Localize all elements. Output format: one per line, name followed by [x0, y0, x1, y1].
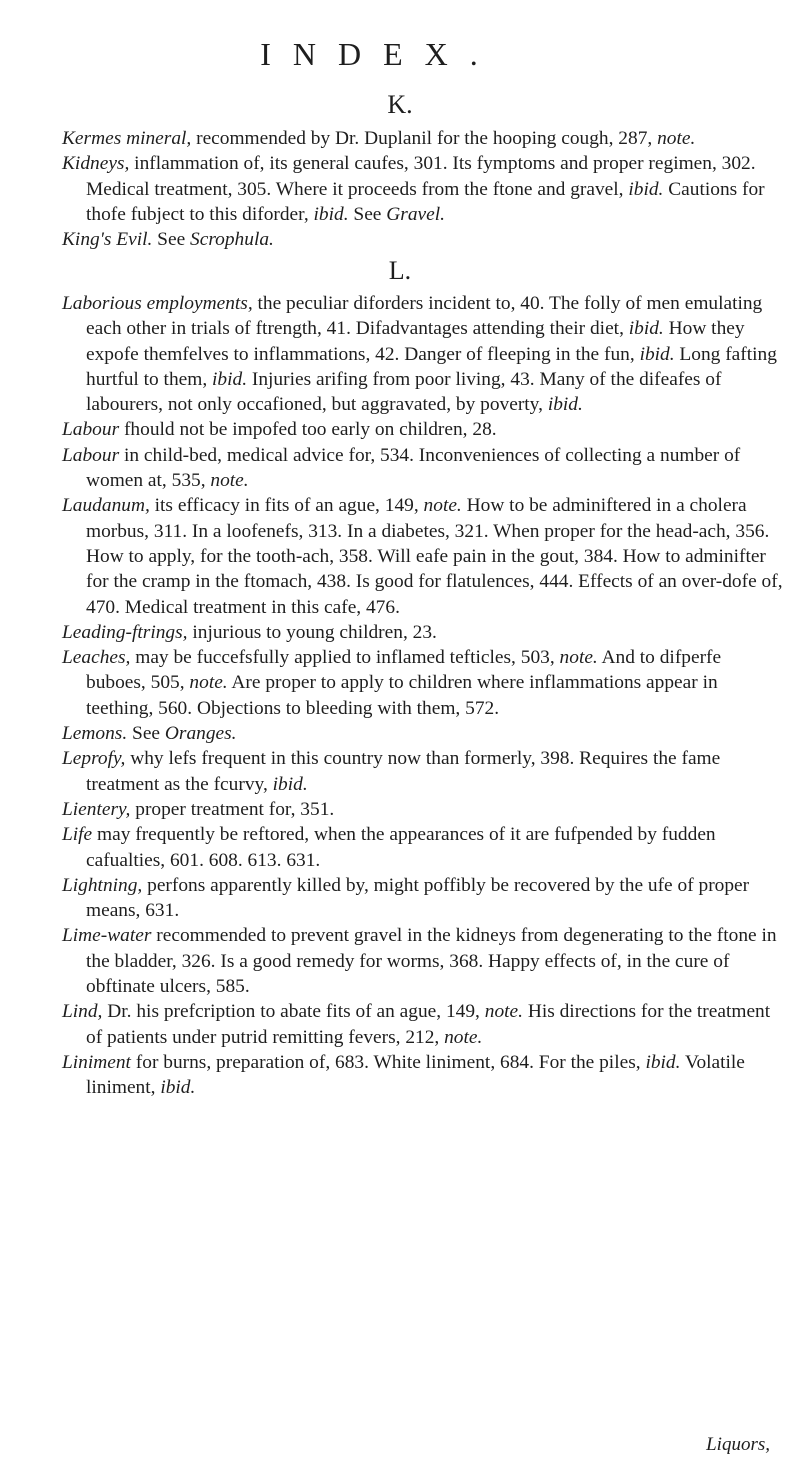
entry-text: may be fuccefsfully applied to inflamed tefticles, 503, [130, 647, 560, 669]
entry-heading: Leaches, [62, 647, 131, 669]
entry-text: ibid. [628, 318, 664, 340]
entry-text: note. [189, 672, 228, 694]
entry-text: note. [210, 470, 249, 492]
entry-text: why lefs frequent in this country now than formerly, 398. Requires the fame treatment as the fcurvy, [86, 748, 721, 795]
entry-text: ibid. [212, 368, 248, 390]
entry-heading: Labour [62, 419, 120, 441]
index-entry [62, 746, 784, 797]
entry-text: in child-bed, medical advice for, 534. Inconveniences of collecting a number of women at, 535, [86, 444, 741, 492]
entry-heading: Leading-ftrings, [62, 621, 188, 643]
entry-heading: Lightning, [62, 874, 143, 896]
index-entry [62, 443, 784, 494]
entry-text: note. [444, 1026, 483, 1048]
index-entry [62, 873, 784, 924]
entry-text: recommended by Dr. Duplanil for the hooping cough, 287, [191, 128, 658, 149]
entry-text: injurious to young children, 23. [187, 621, 437, 643]
entry-text: Are proper to apply to children where inflammations appear in teething, 560. Objections to bleeding with them, 572. [86, 672, 718, 719]
index-entry [62, 999, 784, 1050]
entry-text: Gravel. [386, 203, 445, 225]
section-k-entries [62, 126, 784, 252]
index-entry [62, 126, 784, 151]
entry-heading: Kidneys, [62, 153, 130, 175]
index-entry [62, 151, 784, 227]
entry-heading: Lientery, [62, 798, 131, 820]
entry-heading: Leprofy, [62, 748, 126, 770]
section-l-entries [62, 291, 784, 1101]
index-entry [62, 1050, 784, 1101]
entry-heading: King's Evil. [62, 229, 153, 251]
entry-text: inflammation of, its general caufes, 301. Its fymptoms and proper regimen, 302. Medical treatment, 305. Where it proceeds from the ftone and gravel, [86, 153, 756, 200]
entry-text: See [348, 203, 387, 225]
index-entry [62, 291, 784, 417]
entry-text: ibid. [628, 178, 664, 200]
entry-text: How they expofe themfelves to inflammations, 42. Danger of fleeping in the fun, [86, 318, 745, 365]
entry-heading: Liniment [62, 1051, 131, 1073]
entry-text: note. [657, 128, 696, 149]
entry-heading: Labour [62, 444, 120, 466]
entry-heading: Lime-water [62, 925, 152, 947]
entry-text: ibid. [645, 1051, 681, 1073]
entry-text: its efficacy in fits of an ague, 149, [149, 495, 424, 517]
entry-text: recommended to prevent gravel in the kidneys from degenerating to the ftone in the bladder, 326. Is a good remedy for worms, 368. Happy effects of, in the cure of obftinate ulcers, 585. [86, 925, 777, 998]
section-letter-k: K. [387, 90, 413, 119]
entry-heading: Lind, [62, 1001, 103, 1023]
entry-text: ibid. [160, 1077, 196, 1099]
index-entry [62, 923, 784, 999]
entry-text: note. [484, 1001, 523, 1023]
entry-text: Volatile liniment, [86, 1051, 745, 1099]
index-entry [62, 645, 784, 721]
entry-text: ibid. [547, 394, 583, 416]
entry-text: note. [423, 495, 462, 517]
entry-heading: Kermes mineral, [62, 128, 192, 149]
entry-text: ibid. [639, 343, 675, 365]
index-entry [62, 721, 784, 746]
entry-text: Dr. his prefcription to abate fits of an ague, 149, [102, 1001, 485, 1023]
index-entry [62, 417, 784, 442]
entry-text: Scrophula. [190, 229, 274, 251]
entry-text: See [127, 723, 165, 745]
entry-heading: Laudanum, [62, 495, 150, 517]
running-head: INDEX. [260, 36, 500, 72]
entry-text: fhould not be impofed too early on children, 28. [119, 419, 497, 441]
entry-text: note. [559, 647, 598, 669]
entry-text: How to be adminiftered in a cholera morbus, 311. In a loofenefs, 313. In a diabetes, 321. When proper for the head-ach, 356. How to apply, for the tooth-ach, 358. Will eafe pain in the gout, 384. How to adminifter for the cramp in the ftomach, 438. Is good for flatulences, 444. Effects of an over-dofe of, 470. Medical treatment in this cafe, 476. [86, 495, 783, 618]
section-letter-l: L. [388, 256, 412, 285]
entry-text: Oranges. [164, 723, 237, 745]
index-entry [62, 493, 784, 619]
entry-text: And to difperfe buboes, 505, [86, 647, 722, 694]
entry-text: Cautions for thofe fubject to this diforder, [86, 178, 765, 225]
entry-text: His directions for the treatment of patients under putrid remitting fevers, 212, [86, 1001, 771, 1048]
entry-text: ibid. [313, 203, 349, 225]
entry-text: See [152, 229, 191, 251]
catchword: Liquors, [706, 1434, 770, 1455]
entry-text: Injuries arifing from poor living, 43. Many of the difeafes of labourers, not only occafioned, but aggravated, by poverty, [86, 368, 722, 416]
index-entry [62, 227, 784, 252]
entry-text: may frequently be reftored, when the appearances of it are fufpended by fudden cafualties, 601. 608. 613. 631. [86, 824, 716, 871]
entry-heading: Laborious employments, [62, 293, 253, 314]
entry-heading: Lemons. [62, 723, 128, 745]
index-entry [62, 797, 784, 822]
index-entry [62, 822, 784, 873]
entry-text: ibid. [272, 773, 308, 795]
entry-text: perfons apparently killed by, might poffibly be recovered by the ufe of proper means, 631. [86, 874, 750, 922]
entry-text: the peculiar diforders incident to, 40. The folly of men emulating each other in trials of ftrength, 41. Difadvantages attending their diet, [86, 293, 763, 340]
entry-text: for burns, preparation of, 683. White liniment, 684. For the piles, [130, 1051, 646, 1073]
index-entry [62, 620, 784, 645]
entry-text: Long fafting hurtful to them, [86, 343, 777, 390]
entry-text: proper treatment for, 351. [130, 798, 335, 820]
entry-heading: Life [62, 824, 93, 846]
